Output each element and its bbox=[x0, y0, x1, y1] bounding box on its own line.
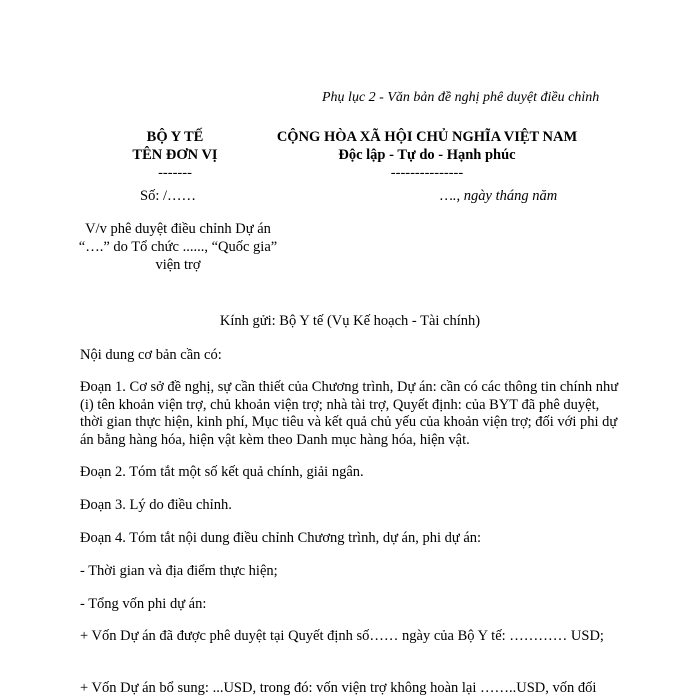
paragraph-1: Đoạn 1. Cơ sở đề nghị, sự cần thiết của Chương trình, Dự án: cần có các thông tin chính như (i) tên khoản viện trợ, chủ khoản viện trợ; nhà tài trợ, Quyết định: của BYT đã phê duyệt, thời gian thực hiện, kinh phí, Mục tiêu và kết quả chủ yếu của khoản viện trợ; đối với phi dự án bằng hàng hóa, hiện vật kèm theo Danh mục hàng hóa, hiện vật. bbox=[80, 379, 619, 448]
country-name: CỘNG HÒA XÃ HỘI CHỦ NGHĨA VIỆT NAM bbox=[276, 129, 578, 145]
paragraph-intro: Nội dung cơ bản cần có: bbox=[80, 347, 222, 363]
right-divider: --------------- bbox=[390, 165, 464, 181]
right-header bbox=[262, 128, 592, 182]
document-subject: V/v phê duyệt điều chỉnh Dự án “….” do Tổ chức ......, “Quốc gia” viện trợ bbox=[78, 221, 278, 273]
ministry-name: BỘ Y TẾ bbox=[146, 129, 204, 145]
paragraph-3: Đoạn 3. Lý do điều chỉnh. bbox=[80, 497, 232, 513]
left-divider: ------- bbox=[158, 165, 192, 181]
unit-name: TÊN ĐƠN VỊ bbox=[132, 147, 218, 163]
appendix-title: Phụ lục 2 - Văn bản đề nghị phê duyệt điều chỉnh bbox=[322, 90, 600, 105]
document-number: Số: /…… bbox=[140, 188, 196, 204]
paragraph-2: Đoạn 2. Tóm tắt một số kết quả chính, giải ngân. bbox=[80, 464, 364, 480]
bullet-approved-capital: + Vốn Dự án đã được phê duyệt tại Quyết định số…… ngày của Bộ Y tế: ………… USD; bbox=[80, 628, 604, 644]
bullet-time-location: - Thời gian và địa điểm thực hiện; bbox=[80, 563, 278, 579]
paragraph-4: Đoạn 4. Tóm tắt nội dung điều chỉnh Chương trình, dự án, phi dự án: bbox=[80, 530, 482, 546]
national-motto: Độc lập - Tự do - Hạnh phúc bbox=[338, 147, 516, 163]
left-header bbox=[110, 128, 240, 182]
bullet-additional-capital: + Vốn Dự án bổ sung: ...USD, trong đó: vốn viện trợ không hoàn lại ……..USD, vốn đối bbox=[80, 680, 597, 696]
recipient-line: Kính gửi: Bộ Y tế (Vụ Kế hoạch - Tài chính) bbox=[219, 313, 481, 329]
document-date: …., ngày tháng năm bbox=[440, 188, 558, 204]
bullet-total-capital: - Tổng vốn phi dự án: bbox=[80, 596, 207, 612]
